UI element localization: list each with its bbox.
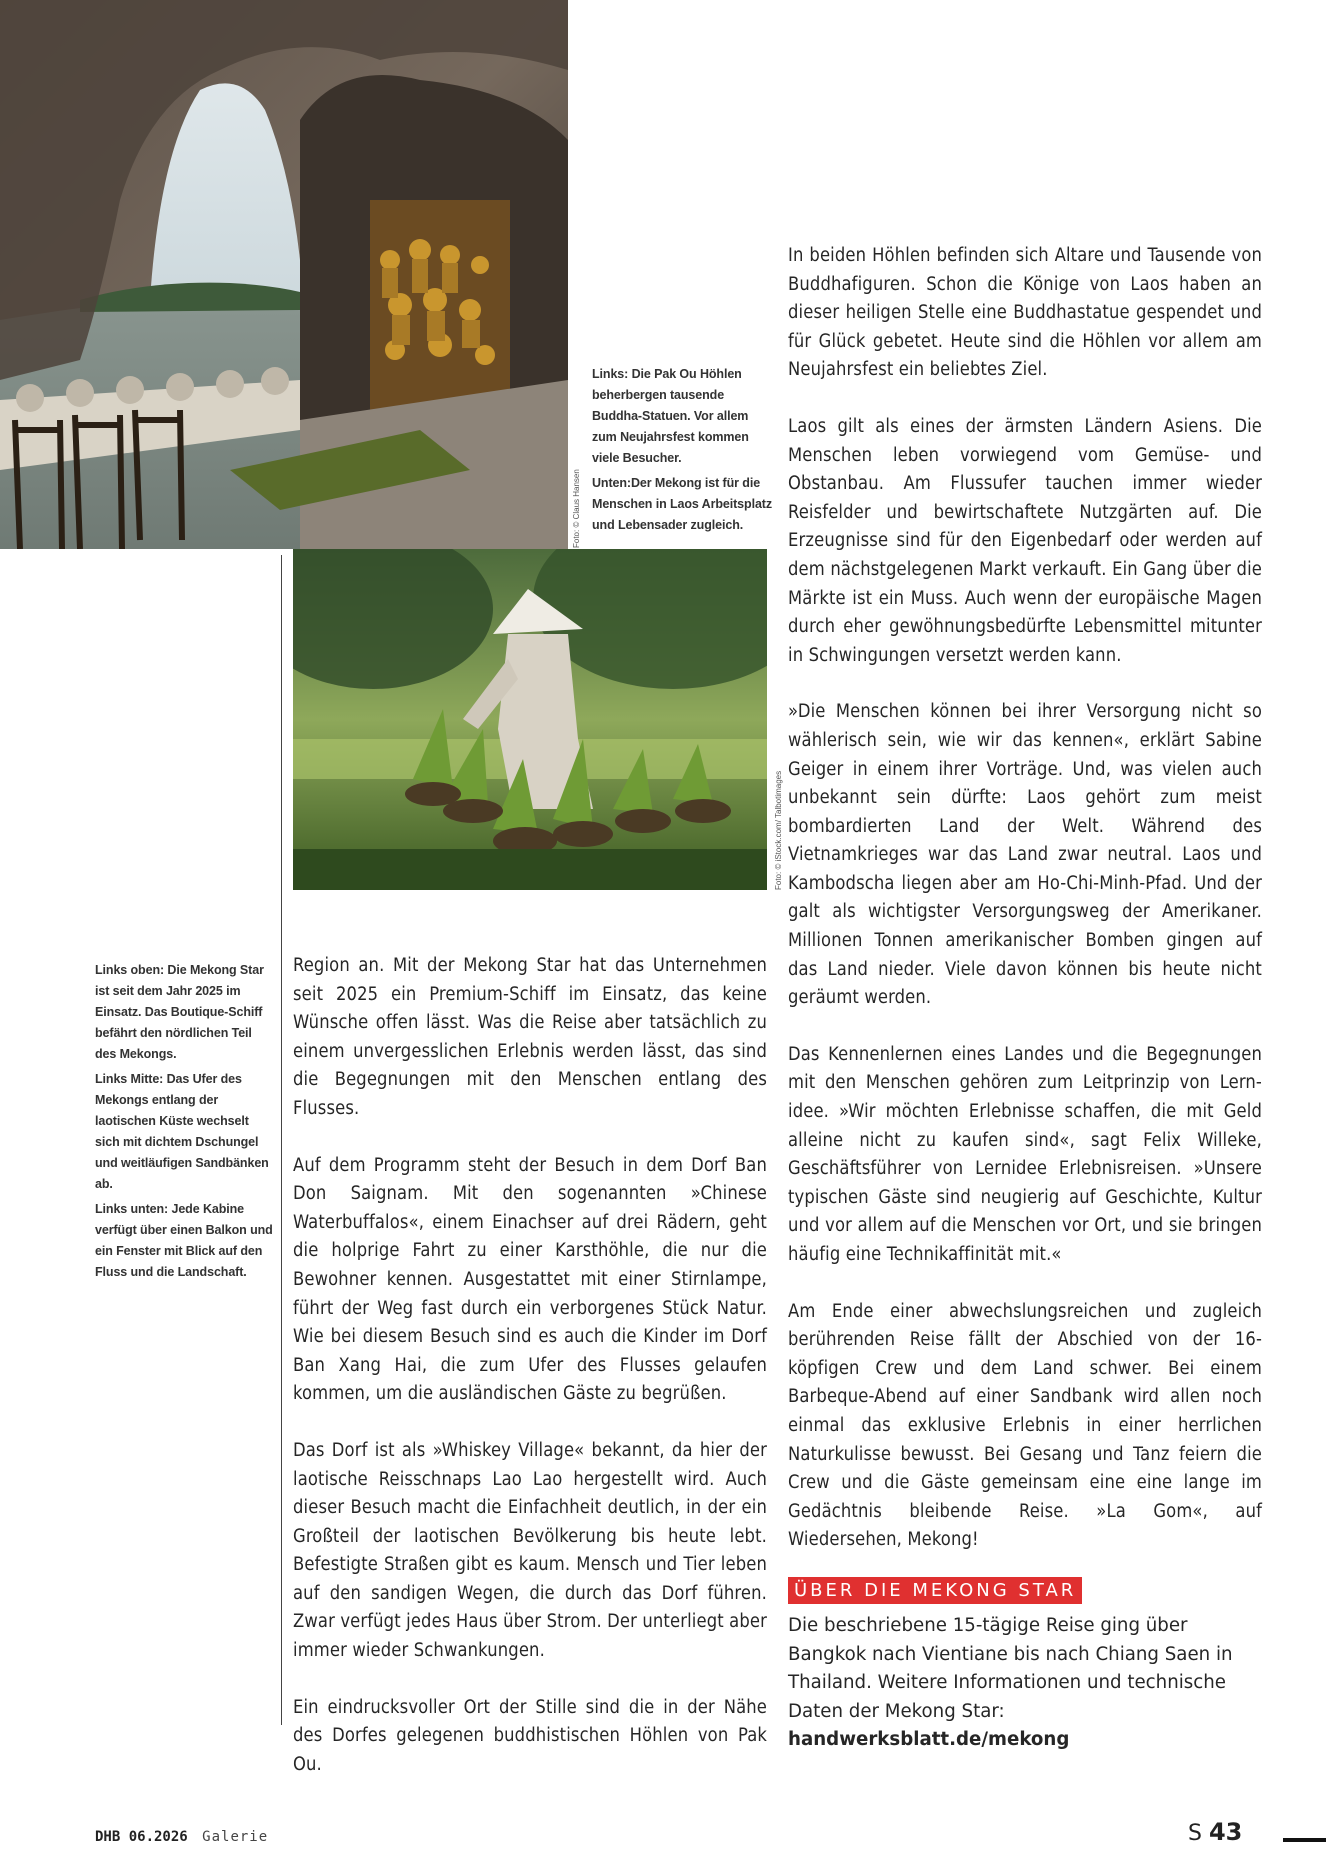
photo-rice-farmer	[293, 549, 767, 890]
caption-top-line: Unten:Der Mekong ist für die Menschen in Laos Arbeitsplatz und Lebensader zugleich.	[592, 476, 773, 532]
caption-left	[95, 960, 273, 1287]
column-divider	[281, 555, 282, 1725]
article-column-middle	[293, 952, 767, 1779]
footer-page	[1188, 1818, 1242, 1846]
caption-left-line: Links Mitte: Das Ufer des Mekongs entlang der laotischen Küste wechselt sich mit dichtem Dschungel und weitläufigen Sandbänken ab.	[95, 1072, 269, 1191]
paragraph: Das Kennenlernen eines Landes und die Begegnungen mit den Menschen gehören zum Leitprinzip von Lern-idee. »Wir möchten Erlebnisse schaffen, die mit Geld alleine nicht zu kaufen sind«, sagt Felix Willeke, Geschäftsführer von Lernidee Erlebnisreisen. »Unsere typischen Gäste sind neugierig auf Geschichte, Kultur und vor allem auf die Menschen vor Ort, und sie bringen häufig eine Technikaffinität mit.«	[788, 1043, 1262, 1265]
caption-left-line: Links oben: Die Mekong Star ist seit dem Jahr 2025 im Einsatz. Das Boutique-Schiff befährt den nördlichen Teil des Mekongs.	[95, 963, 264, 1061]
caption-top-line: Links: Die Pak Ou Höhlen beherbergen tausende Buddha-Statuen. Vor allem zum Neujahrsfest kommen viele Besucher.	[592, 367, 749, 465]
footer-section: Galerie	[202, 1829, 269, 1845]
article-column-right	[788, 242, 1262, 1555]
paragraph: »Die Menschen können bei ihrer Versorgung nicht so wählerisch sein, wie wir das kennen«, erklärt Sabine Geiger in einem ihrer Vorträge. Und, was vielen auch unbekannt sein dürfte: Laos gehört zum meist bombardierten Land der Welt. Während des Vietnamkrieges war das Land zwar neutral. Laos und Kambodscha liegen aber am Ho-Chi-Minh-Pfad. Und der galt als wichtigster Versorgungsweg der Amerikaner. Millionen Tonnen amerikanischer Bomben gingen auf das Land nieder. Viele davon können bis heute nicht geräumt werden.	[788, 701, 1262, 1009]
photo-credit-field: Foto: © iStock.com/ Talbotimages	[774, 770, 783, 890]
info-box-text: Die beschriebene 15-tägige Reise ging über Bangkok nach Vientiane bis nach Chiang Saen in Thailand. Weitere Informationen und technische Daten der Mekong Star:	[788, 1615, 1233, 1722]
paragraph: Das Dorf ist als »Whiskey Village« bekannt, da hier der laotische Reisschnaps Lao Lao hergestellt wird. Auch dieser Besuch macht die Einfachheit deutlich, in der ein Großteil der laotischen Bevölkerung bis heute lebt. Befestigte Straßen gibt es kaum. Mensch und Tier leben auf den sandigen Wegen, die durch das Dorf führen. Zwar verfügt jedes Haus über Strom. Der unterliegt aber immer wieder Schwankungen.	[293, 1439, 767, 1662]
photo-credit-cave: Foto: © Claus Hansen	[572, 469, 581, 548]
caption-left-line: Links unten: Jede Kabine verfügt über einen Balkon und ein Fenster mit Blick auf den Fluss und die Landschaft.	[95, 1202, 273, 1279]
paragraph: In beiden Höhlen befinden sich Altare und Tausende von Buddhafiguren. Schon die Könige von Laos haben an dieser heiligen Stelle eine Buddhastatue gespendet und für Glück gebetet. Heute sind die Höhlen vor allem am Neujahrsfest ein beliebtes Ziel.	[788, 245, 1262, 381]
info-box-heading: ÜBER DIE MEKONG STAR	[788, 1577, 1082, 1604]
footer-rule	[1283, 1838, 1326, 1842]
footer-issue-line	[95, 1829, 268, 1845]
info-box-body	[788, 1612, 1262, 1755]
footer-issue: DHB 06.2026	[95, 1829, 188, 1845]
paragraph: Ein eindrucksvoller Ort der Stille sind die in der Nähe des Dorfes gelegenen buddhistischen Höhlen von Pak Ou.	[293, 1696, 767, 1775]
paragraph: Region an. Mit der Mekong Star hat das Unternehmen seit 2025 ein Premium-Schiff im Einsatz, das keine Wünsche offen lässt. Was die Reise aber tatsächlich zu einem unvergesslichen Erlebnis werden lässt, das sind die Begegnungen mit den Menschen entlang des Flusses.	[293, 955, 767, 1119]
info-box-link[interactable]: handwerksblatt.de/mekong	[788, 1729, 1070, 1751]
paragraph: Auf dem Programm steht der Besuch in dem Dorf Ban Don Saignam. Mit den sogenannten »Chinese Waterbuffalos«, einem Einachser auf drei Rädern, geht die holprige Fahrt zu einer Karsthöhle, die nur die Bewohner kennen. Ausgestattet mit einer Stirnlampe, führt der Weg fast durch ein verborgenes Stück Natur. Wie bei diesem Besuch sind es auch die Kinder im Dorf Ban Xang Hai, die zum Ufer des Flusses gelaufen kommen, um die ausländischen Gäste zu begrüßen.	[293, 1154, 767, 1405]
page-prefix: S	[1188, 1821, 1202, 1846]
page-number: 43	[1208, 1818, 1243, 1846]
photo-pak-ou-cave	[0, 0, 568, 549]
paragraph: Laos gilt als eines der ärmsten Ländern Asiens. Die Menschen leben vorwiegend vom Gemüse- und Obstanbau. Am Flussufer tauchen immer wieder Reisfelder und bewirtschaftete Nutzgärten auf. Die Erzeugnisse sind für den Eigenbedarf oder werden auf dem nächstgelegenen Markt verkauft. Ein Gang über die Märkte ist ein Muss. Auch wenn der europäische Magen durch eher gewöhnungsbedürfte Lebensmittel mitunter in Schwingungen versetzt werden kann.	[788, 415, 1262, 666]
paragraph: Am Ende einer abwechslungsreichen und zugleich berührenden Reise fällt der Abschied von der 16-köpfigen Crew und dem Land schwer. Bei einem Barbeque-Abend auf einer Sandbank wird allen noch einmal das exklusive Erlebnis in einer herrlichen Naturkulisse bewusst. Bei Gesang und Tanz feiern die Crew und die Gäste gemeinsam eine eine lange im Gedächtnis bleibende Reise. »La Gom«, auf Wiedersehen, Mekong!	[788, 1300, 1262, 1551]
caption-top	[592, 364, 772, 540]
